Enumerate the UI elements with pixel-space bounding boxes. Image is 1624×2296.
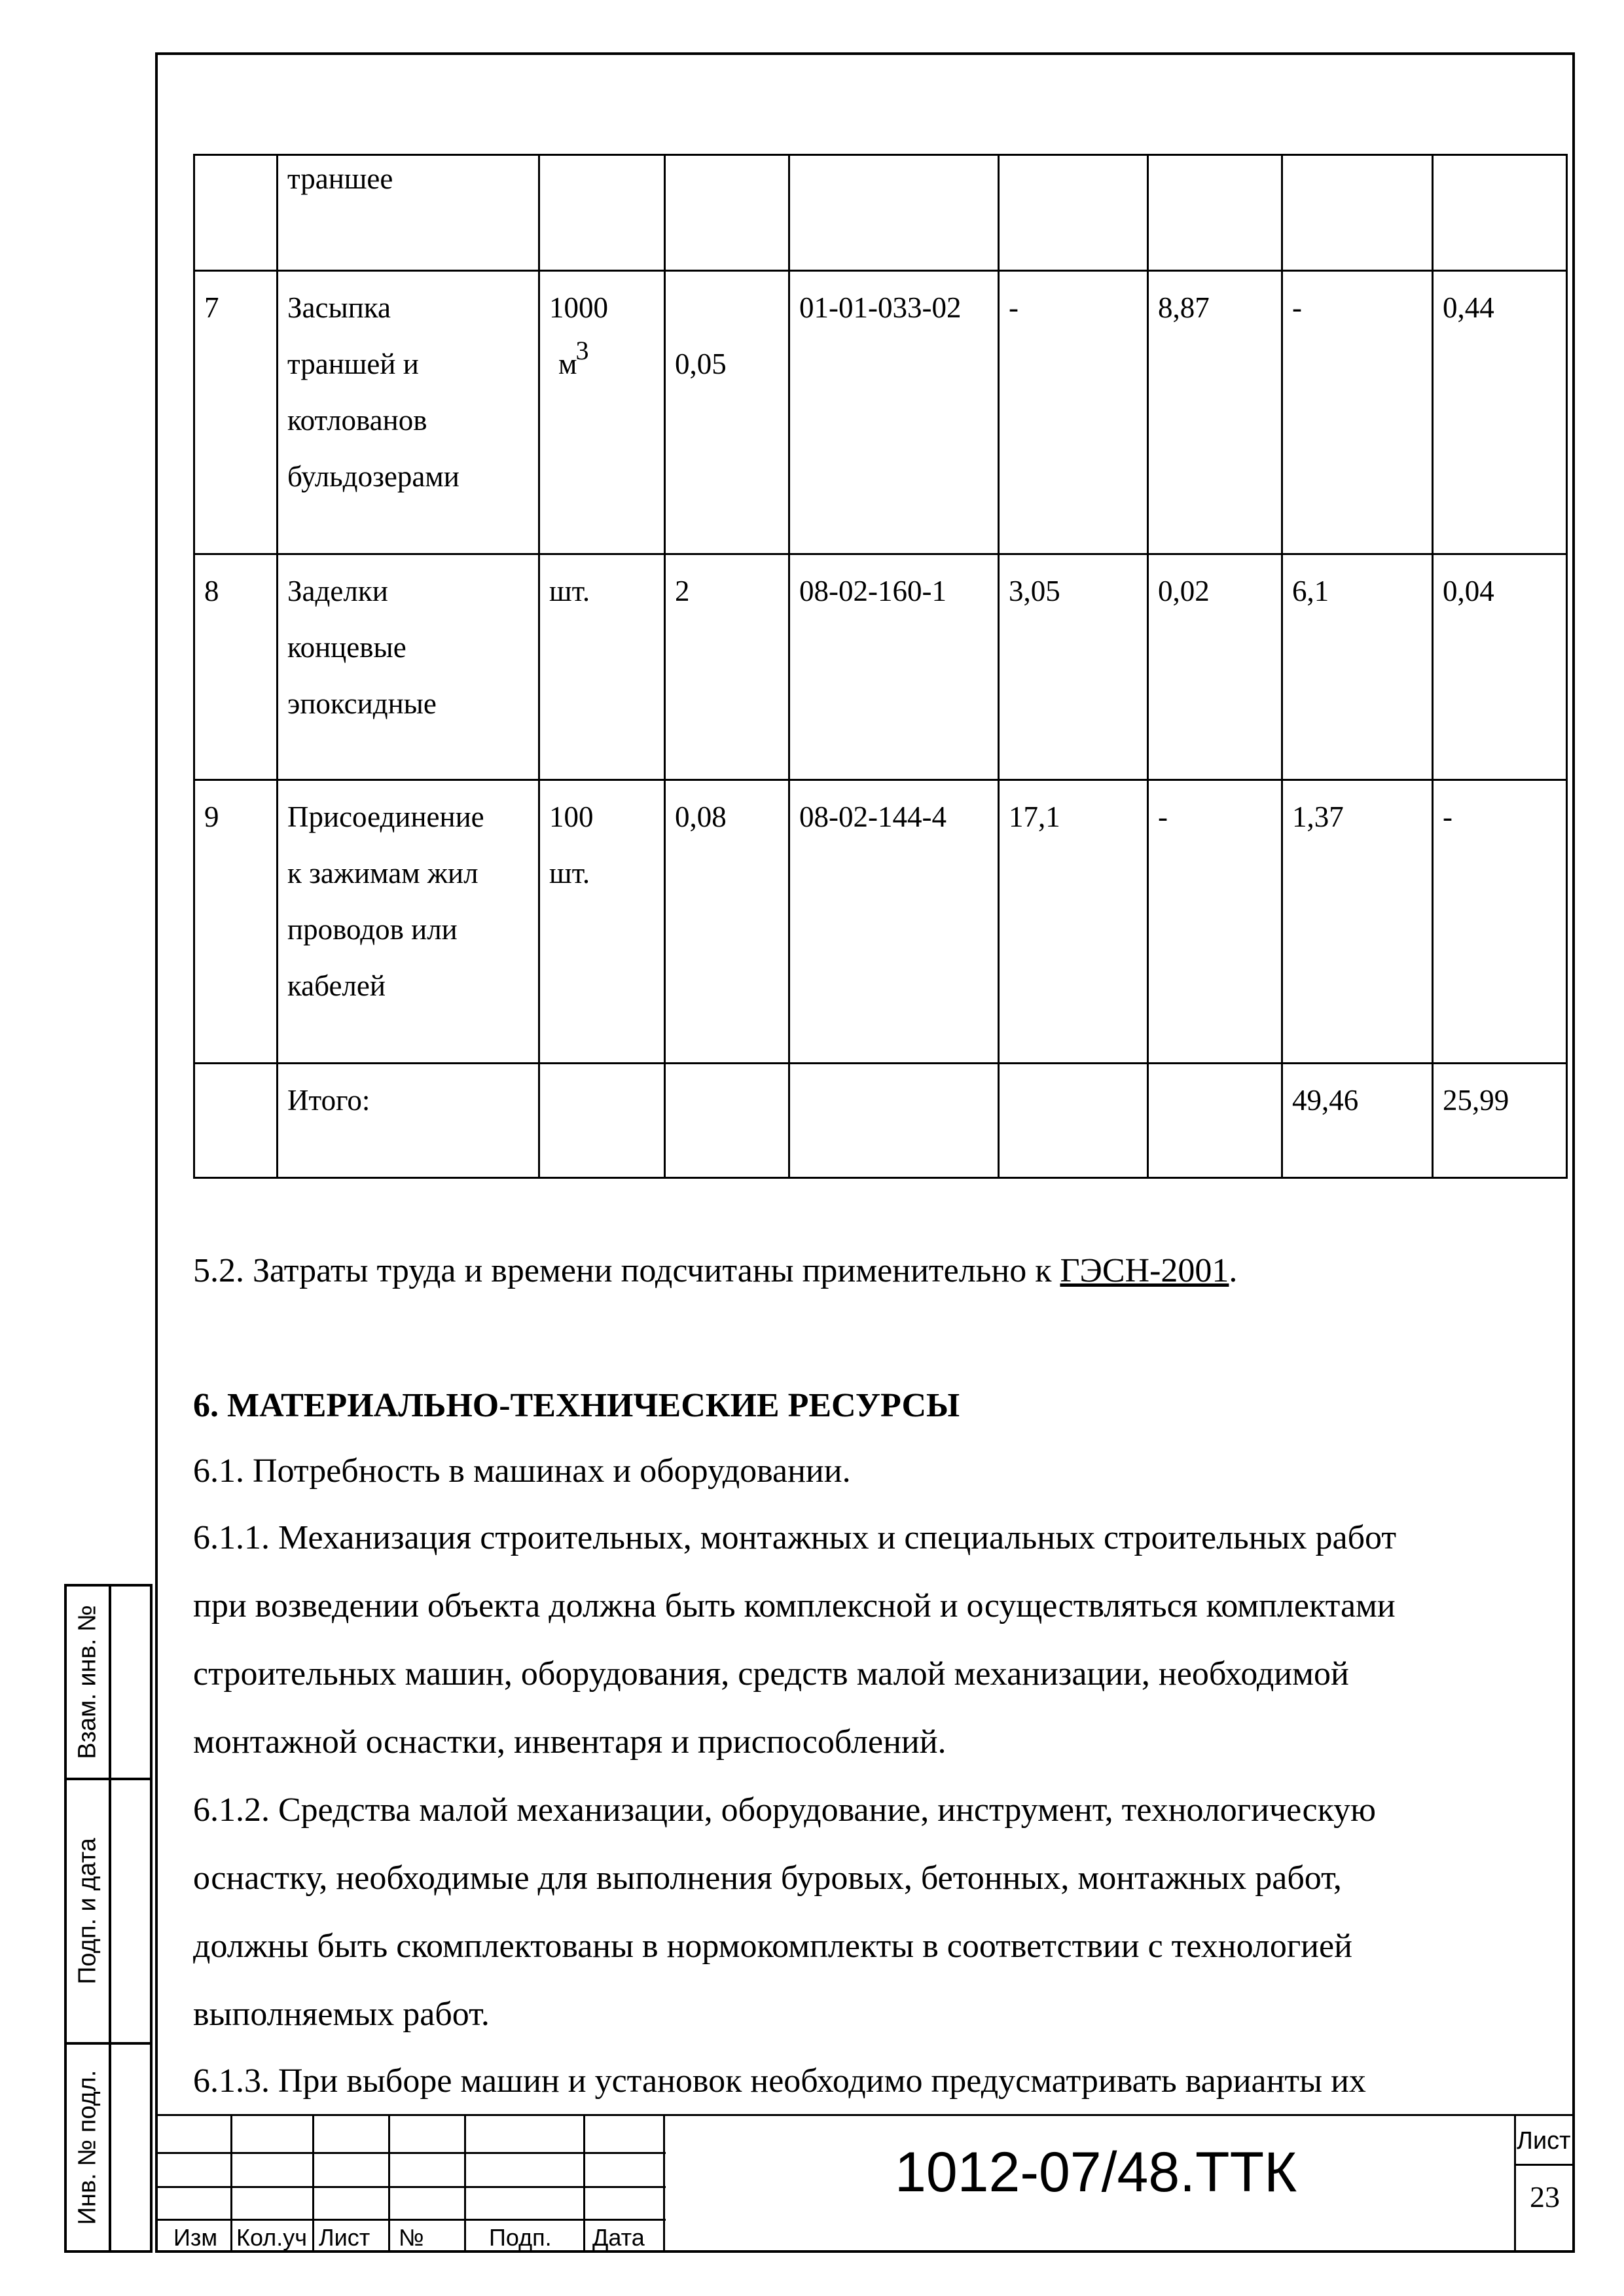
tb-header: Подп. [489,2224,552,2251]
cell-unit [539,554,665,780]
sheet-number: 23 [1530,2180,1560,2214]
cell-name [278,155,539,271]
side-stamp-podp [64,1778,153,2045]
side-label: Подп. и дата [73,1838,101,1984]
paragraph-line: выполняемых работ. [193,1996,490,2033]
cell-code: 08-02-160-1 [789,554,999,780]
cell-qty: 2 [665,554,789,780]
cell-no: 7 [194,271,278,554]
cell-qty [665,271,789,554]
cell-code: 01-01-033-02 [789,271,999,554]
paragraph-line: строительных машин, оборудования, средств малой механизации, необходимой [193,1655,1349,1693]
tb-header: Дата [592,2224,645,2251]
cell-machine-norm: - [1148,780,1282,1064]
cell-name-line: кабелей [287,969,386,1002]
paragraph-text: 5.2. Затраты труда и времени подсчитаны применительно к [193,1252,1060,1289]
side-label: Инв. № подл. [73,2070,101,2225]
paragraph-line: должны быть скомплектованы в нормокомплекты в соответствии с технологией [193,1928,1352,1965]
cell-unit [539,780,665,1064]
paragraph-line: 6.1.1. Механизация строительных, монтажных и специальных строительных работ [193,1519,1397,1556]
paragraph-line: 6.1.2. Средства малой механизации, оборудование, инструмент, технологическую [193,1791,1376,1829]
cell-unit [539,155,665,271]
cell-name [278,780,539,1064]
document-code: 1012-07/48.ТТК [895,2141,1297,2204]
cell-no [194,155,278,271]
table-row [194,554,1567,780]
cell-machine-norm: 0,02 [1148,554,1282,780]
cell-unit-line: 1000 [549,291,608,324]
cell-name-line: Заделки [287,575,388,607]
table-row [194,271,1567,554]
cell-labor-norm: 17,1 [999,780,1148,1064]
unit-base: м [558,348,577,380]
cell-labor-total: 49,46 [1282,1064,1433,1178]
cell-labor-total [1282,155,1433,271]
cell-qty [665,1064,789,1178]
cell-name-line: траншее [287,162,393,195]
cell-code: 08-02-144-4 [789,780,999,1064]
cell-name-line: котлованов [287,404,427,437]
side-stamp-vzam [64,1584,153,1780]
cell-machine-norm [1148,155,1282,271]
cell-machine-total: - [1433,780,1567,1064]
paragraph-6-1-1 [193,1504,1555,1776]
cell-qty-value: 0,05 [675,348,727,380]
paragraph-text: . [1229,1252,1238,1289]
side-stamp-inv [64,2042,153,2253]
cell-no: 9 [194,780,278,1064]
cell-machine-norm [1148,1064,1282,1178]
sheet-label: Лист [1517,2127,1571,2155]
cell-machine-total [1433,155,1567,271]
cell-unit [539,271,665,554]
cell-no [194,1064,278,1178]
cell-labor-norm [999,1064,1148,1178]
cell-name-line: Засыпка [287,291,391,324]
paragraph-5-2 [193,1237,1555,1305]
cell-name-line: Итого: [287,1084,370,1117]
title-block [155,2114,1575,2253]
cell-qty: 0,08 [665,780,789,1064]
cell-name-line: к зажимам жил [287,857,478,889]
cell-unit-m3 [549,336,655,393]
tb-header: Кол.уч [236,2224,307,2251]
cell-machine-total: 25,99 [1433,1064,1567,1178]
cell-name-line: проводов или [287,913,458,946]
cell-name-line: концевые [287,631,406,664]
section-heading-6: 6. МАТЕРИАЛЬНО-ТЕХНИЧЕСКИЕ РЕСУРСЫ [193,1387,960,1424]
cell-unit-line: 100 [549,800,594,833]
cell-name-line: эпоксидные [287,687,437,720]
paragraph-6-1-2 [193,1776,1555,2049]
cell-name-line: Присоединение [287,800,484,833]
cell-machine-total: 0,04 [1433,554,1567,780]
cell-no: 8 [194,554,278,780]
cell-labor-total: 1,37 [1282,780,1433,1064]
cell-name [278,1064,539,1178]
paragraph-line: монтажной оснастки, инвентаря и приспособлений. [193,1723,947,1761]
cell-name [278,271,539,554]
tb-header: Лист [319,2224,370,2251]
paragraph-line: оснастку, необходимые для выполнения буровых, бетонных, монтажных работ, [193,1859,1342,1897]
cell-labor-norm [999,155,1148,271]
cell-qty [665,155,789,271]
table-row [194,780,1567,1064]
cell-code [789,1064,999,1178]
cell-labor-norm: 3,05 [999,554,1148,780]
cell-unit [539,1064,665,1178]
table-row [194,155,1567,271]
cell-unit-line: шт. [549,857,590,889]
cell-labor-total: 6,1 [1282,554,1433,780]
table-row-total [194,1064,1567,1178]
cell-labor-total: - [1282,271,1433,554]
paragraph-6-1: 6.1. Потребность в машинах и оборудовании. [193,1452,851,1490]
gesn-link[interactable]: ГЭСН-2001 [1060,1252,1229,1289]
paragraph-line: при возведении объекта должна быть комплексной и осуществляться комплектами [193,1587,1396,1624]
side-label: Взам. инв. № [73,1605,101,1759]
cell-machine-norm: 8,87 [1148,271,1282,554]
cell-unit-line: шт. [549,575,590,607]
tb-header: № [399,2224,424,2251]
cell-name-line: траншей и [287,348,419,380]
unit-exponent: 3 [575,336,589,365]
cell-name-line: бульдозерами [287,460,460,493]
cell-labor-norm: - [999,271,1148,554]
paragraph-6-1-3: 6.1.3. При выборе машин и установок необходимо предусматривать варианты их [193,2062,1366,2100]
cell-name [278,554,539,780]
works-table [193,154,1568,1179]
tb-header: Изм [173,2224,218,2251]
cell-code [789,155,999,271]
cell-machine-total: 0,44 [1433,271,1567,554]
